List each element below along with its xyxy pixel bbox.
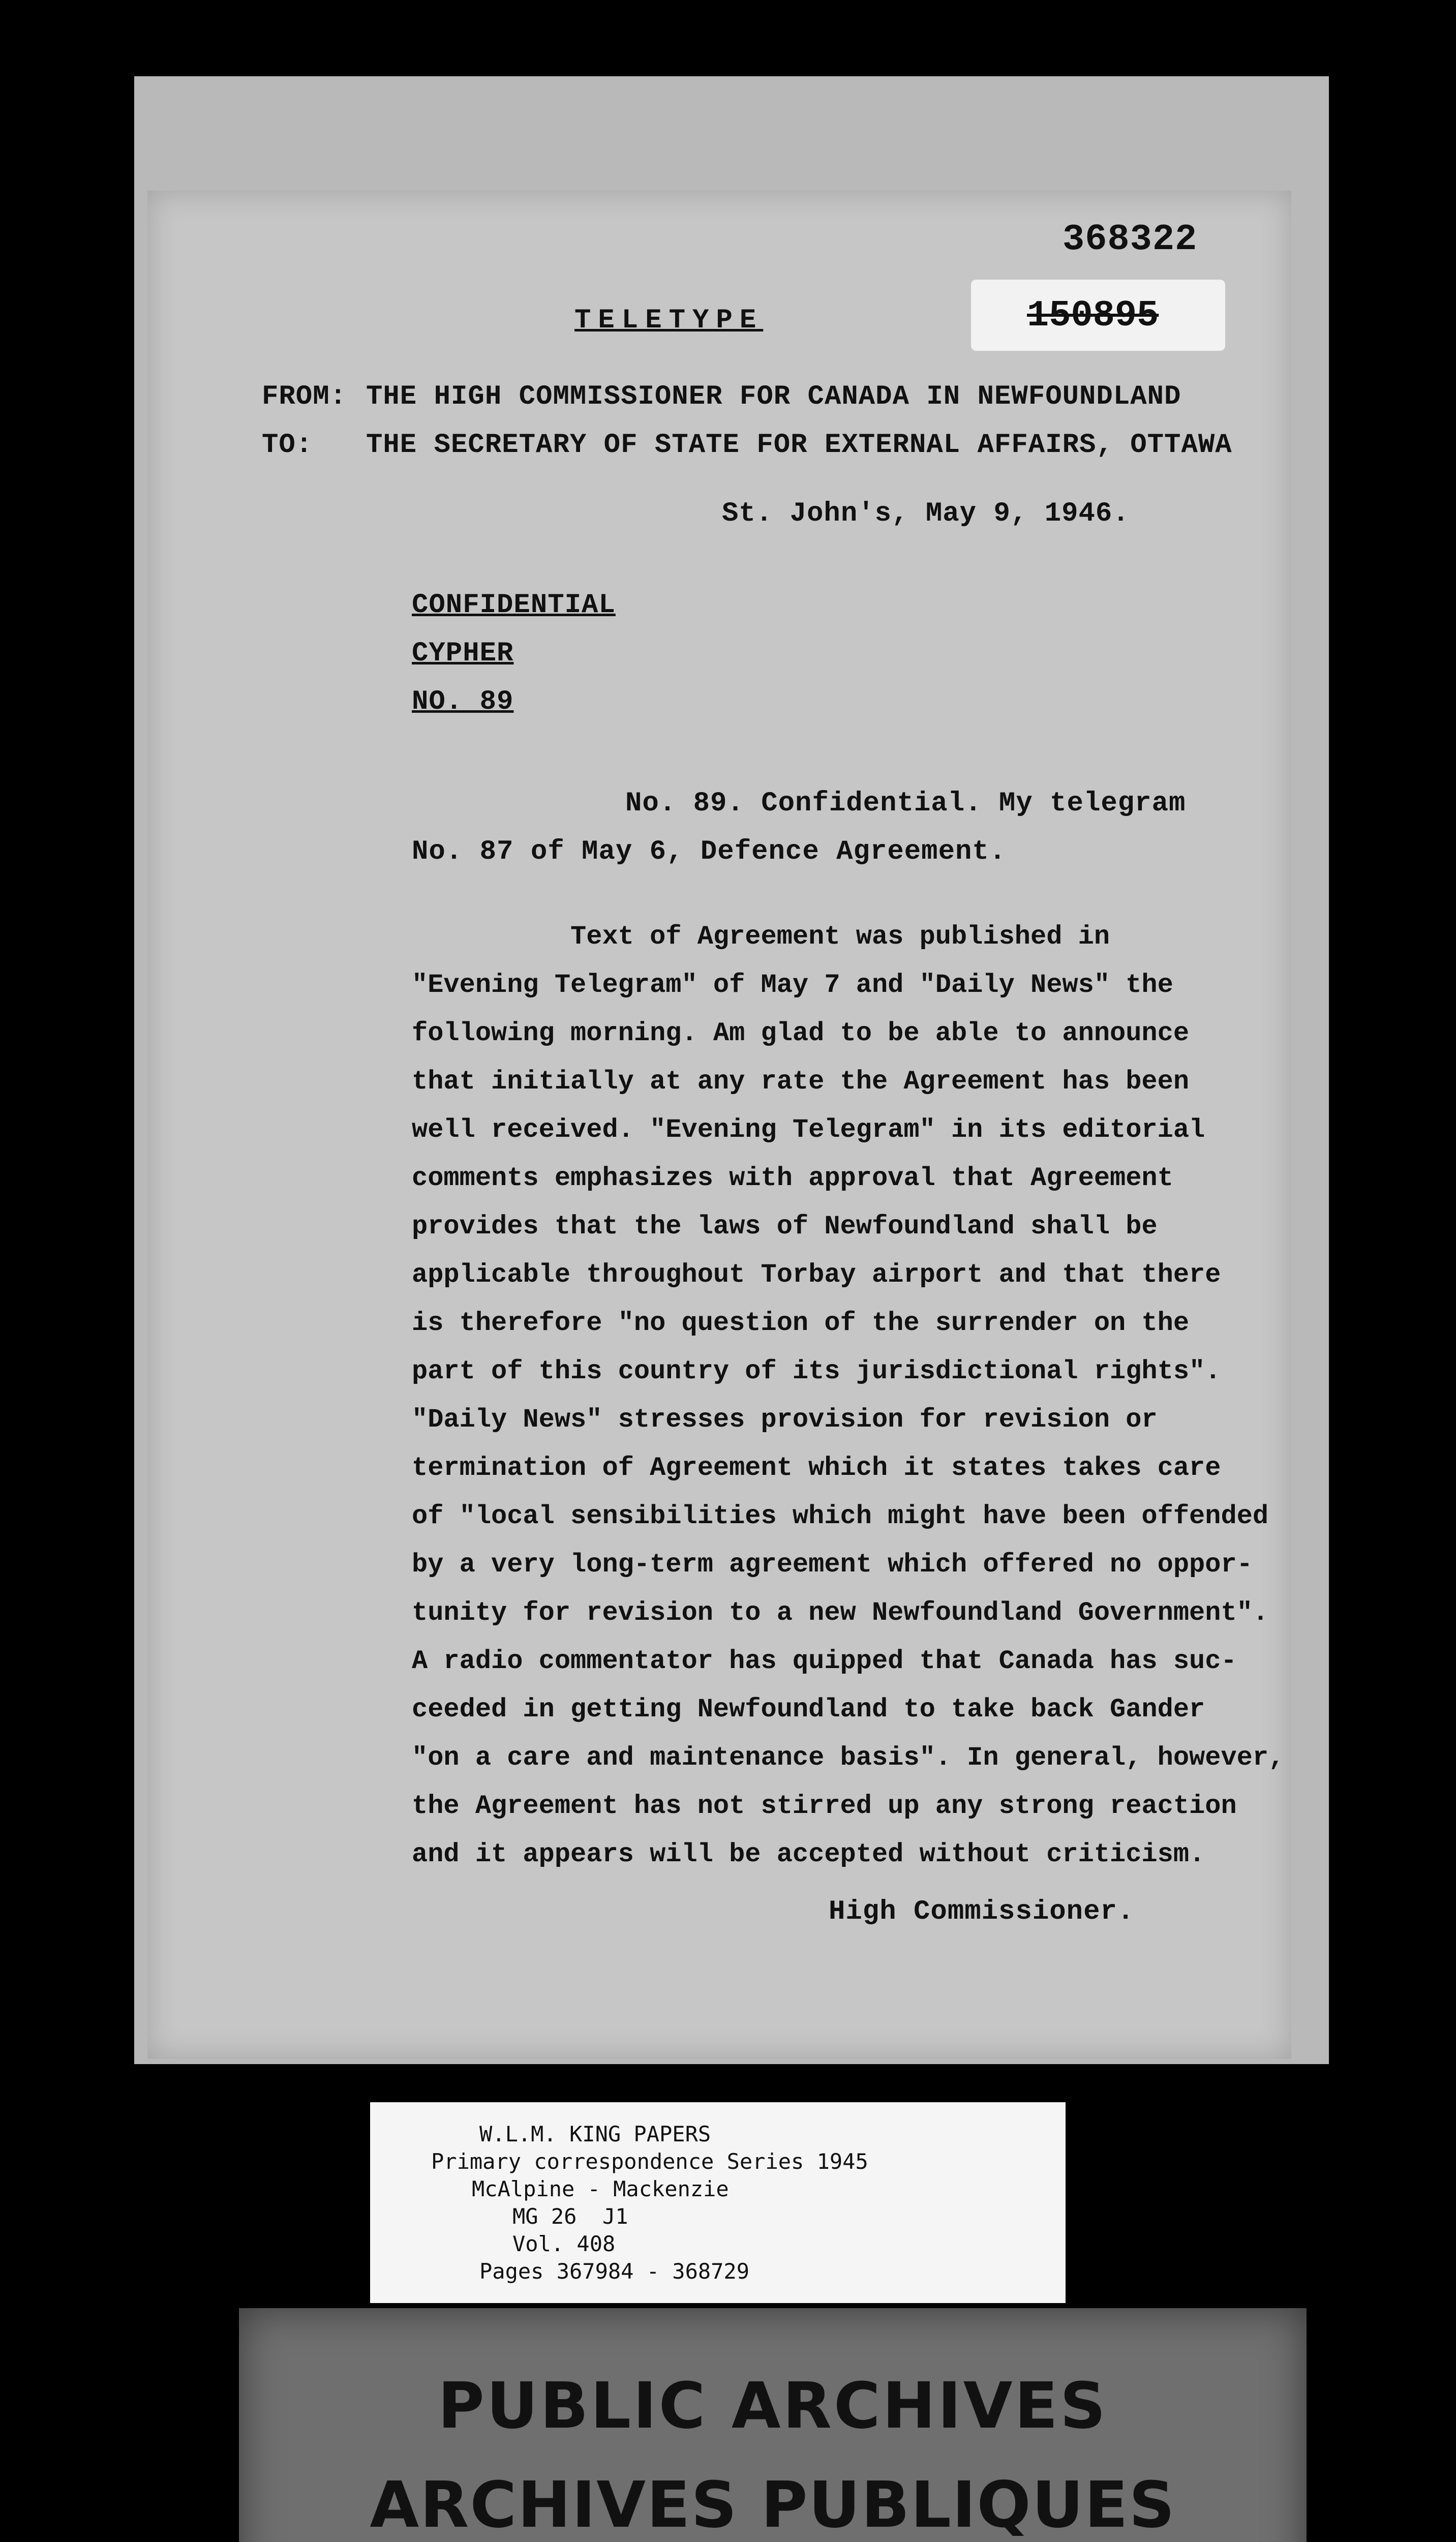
from-text: THE HIGH COMMISSIONER FOR CANADA IN NEWFOUNDLAND — [366, 381, 1181, 412]
body-line: and it appears will be accepted without criticism. — [412, 1839, 1205, 1869]
body-line: "Daily News" stresses provision for revision or — [412, 1405, 1158, 1435]
body-line: provides that the laws of Newfoundland shall be — [412, 1212, 1158, 1242]
label-line: Pages 367984 - 368729 — [479, 2259, 750, 2284]
signature: High Commissioner. — [829, 1896, 1135, 1927]
body-line: termination of Agreement which it states takes care — [412, 1453, 1221, 1483]
label-line: Primary correspondence Series 1945 — [431, 2149, 868, 2174]
reference-line-2: No. 87 of May 6, Defence Agreement. — [412, 836, 1007, 867]
body-line: part of this country of its jurisdictional rights". — [412, 1356, 1221, 1386]
body-text — [412, 913, 1285, 1879]
stamp-line-1: PUBLIC ARCHIVES — [438, 2369, 1108, 2443]
label-line: Vol. 408 — [512, 2231, 616, 2256]
body-line: following morning. Am glad to be able to announce — [412, 1018, 1190, 1048]
from-label: FROM: — [262, 381, 347, 412]
body-line: applicable throughout Torbay airport and that there — [412, 1260, 1221, 1290]
reference-line-1: No. 89. Confidential. My telegram — [625, 788, 1186, 819]
body-line: A radio commentator has quipped that Canada has suc- — [412, 1646, 1237, 1676]
stamp-line-2: ARCHIVES PUBLIQUES — [370, 2468, 1176, 2542]
to-text: THE SECRETARY OF STATE FOR EXTERNAL AFFAIRS, OTTAWA — [366, 430, 1232, 461]
body-line: "Evening Telegram" of May 7 and "Daily News" the — [412, 970, 1173, 1000]
body-line: "on a care and maintenance basis". In general, however, — [412, 1743, 1285, 1773]
classification-number: NO. 89 — [412, 686, 514, 717]
classification-cypher: CYPHER — [412, 638, 514, 669]
body-line: comments emphasizes with approval that Agreement — [412, 1163, 1173, 1193]
document-number: 368322 — [1063, 219, 1198, 260]
body-line: tunity for revision to a new Newfoundland Government". — [412, 1598, 1269, 1628]
old-number-struck: 150895 — [1027, 295, 1159, 337]
body-line: the Agreement has not stirred up any strong reaction — [412, 1791, 1237, 1821]
label-line: MG 26 J1 — [512, 2204, 628, 2229]
archive-label-card — [370, 2102, 1066, 2303]
label-line: McAlpine - Mackenzie — [472, 2176, 729, 2201]
body-line: by a very long-term agreement which offered no oppor- — [412, 1550, 1253, 1580]
dateline: St. John's, May 9, 1946. — [722, 498, 1130, 529]
body-line: is therefore "no question of the surrender on the — [412, 1308, 1190, 1338]
document-title: TELETYPE — [574, 305, 764, 336]
body-line: ceeded in getting Newfoundland to take back Gander — [412, 1694, 1205, 1724]
body-line: that initially at any rate the Agreement has been — [412, 1067, 1190, 1097]
label-line: W.L.M. KING PAPERS — [479, 2122, 711, 2146]
body-line: Text of Agreement was published in — [412, 922, 1110, 952]
to-label: TO: — [262, 430, 313, 461]
body-line: well received. "Evening Telegram" in its editorial — [412, 1115, 1205, 1145]
body-line: of "local sensibilities which might have been offended — [412, 1501, 1269, 1531]
public-archives-stamp — [239, 2308, 1307, 2542]
teletype-page — [147, 191, 1291, 2059]
classification-confidential: CONFIDENTIAL — [412, 590, 616, 621]
